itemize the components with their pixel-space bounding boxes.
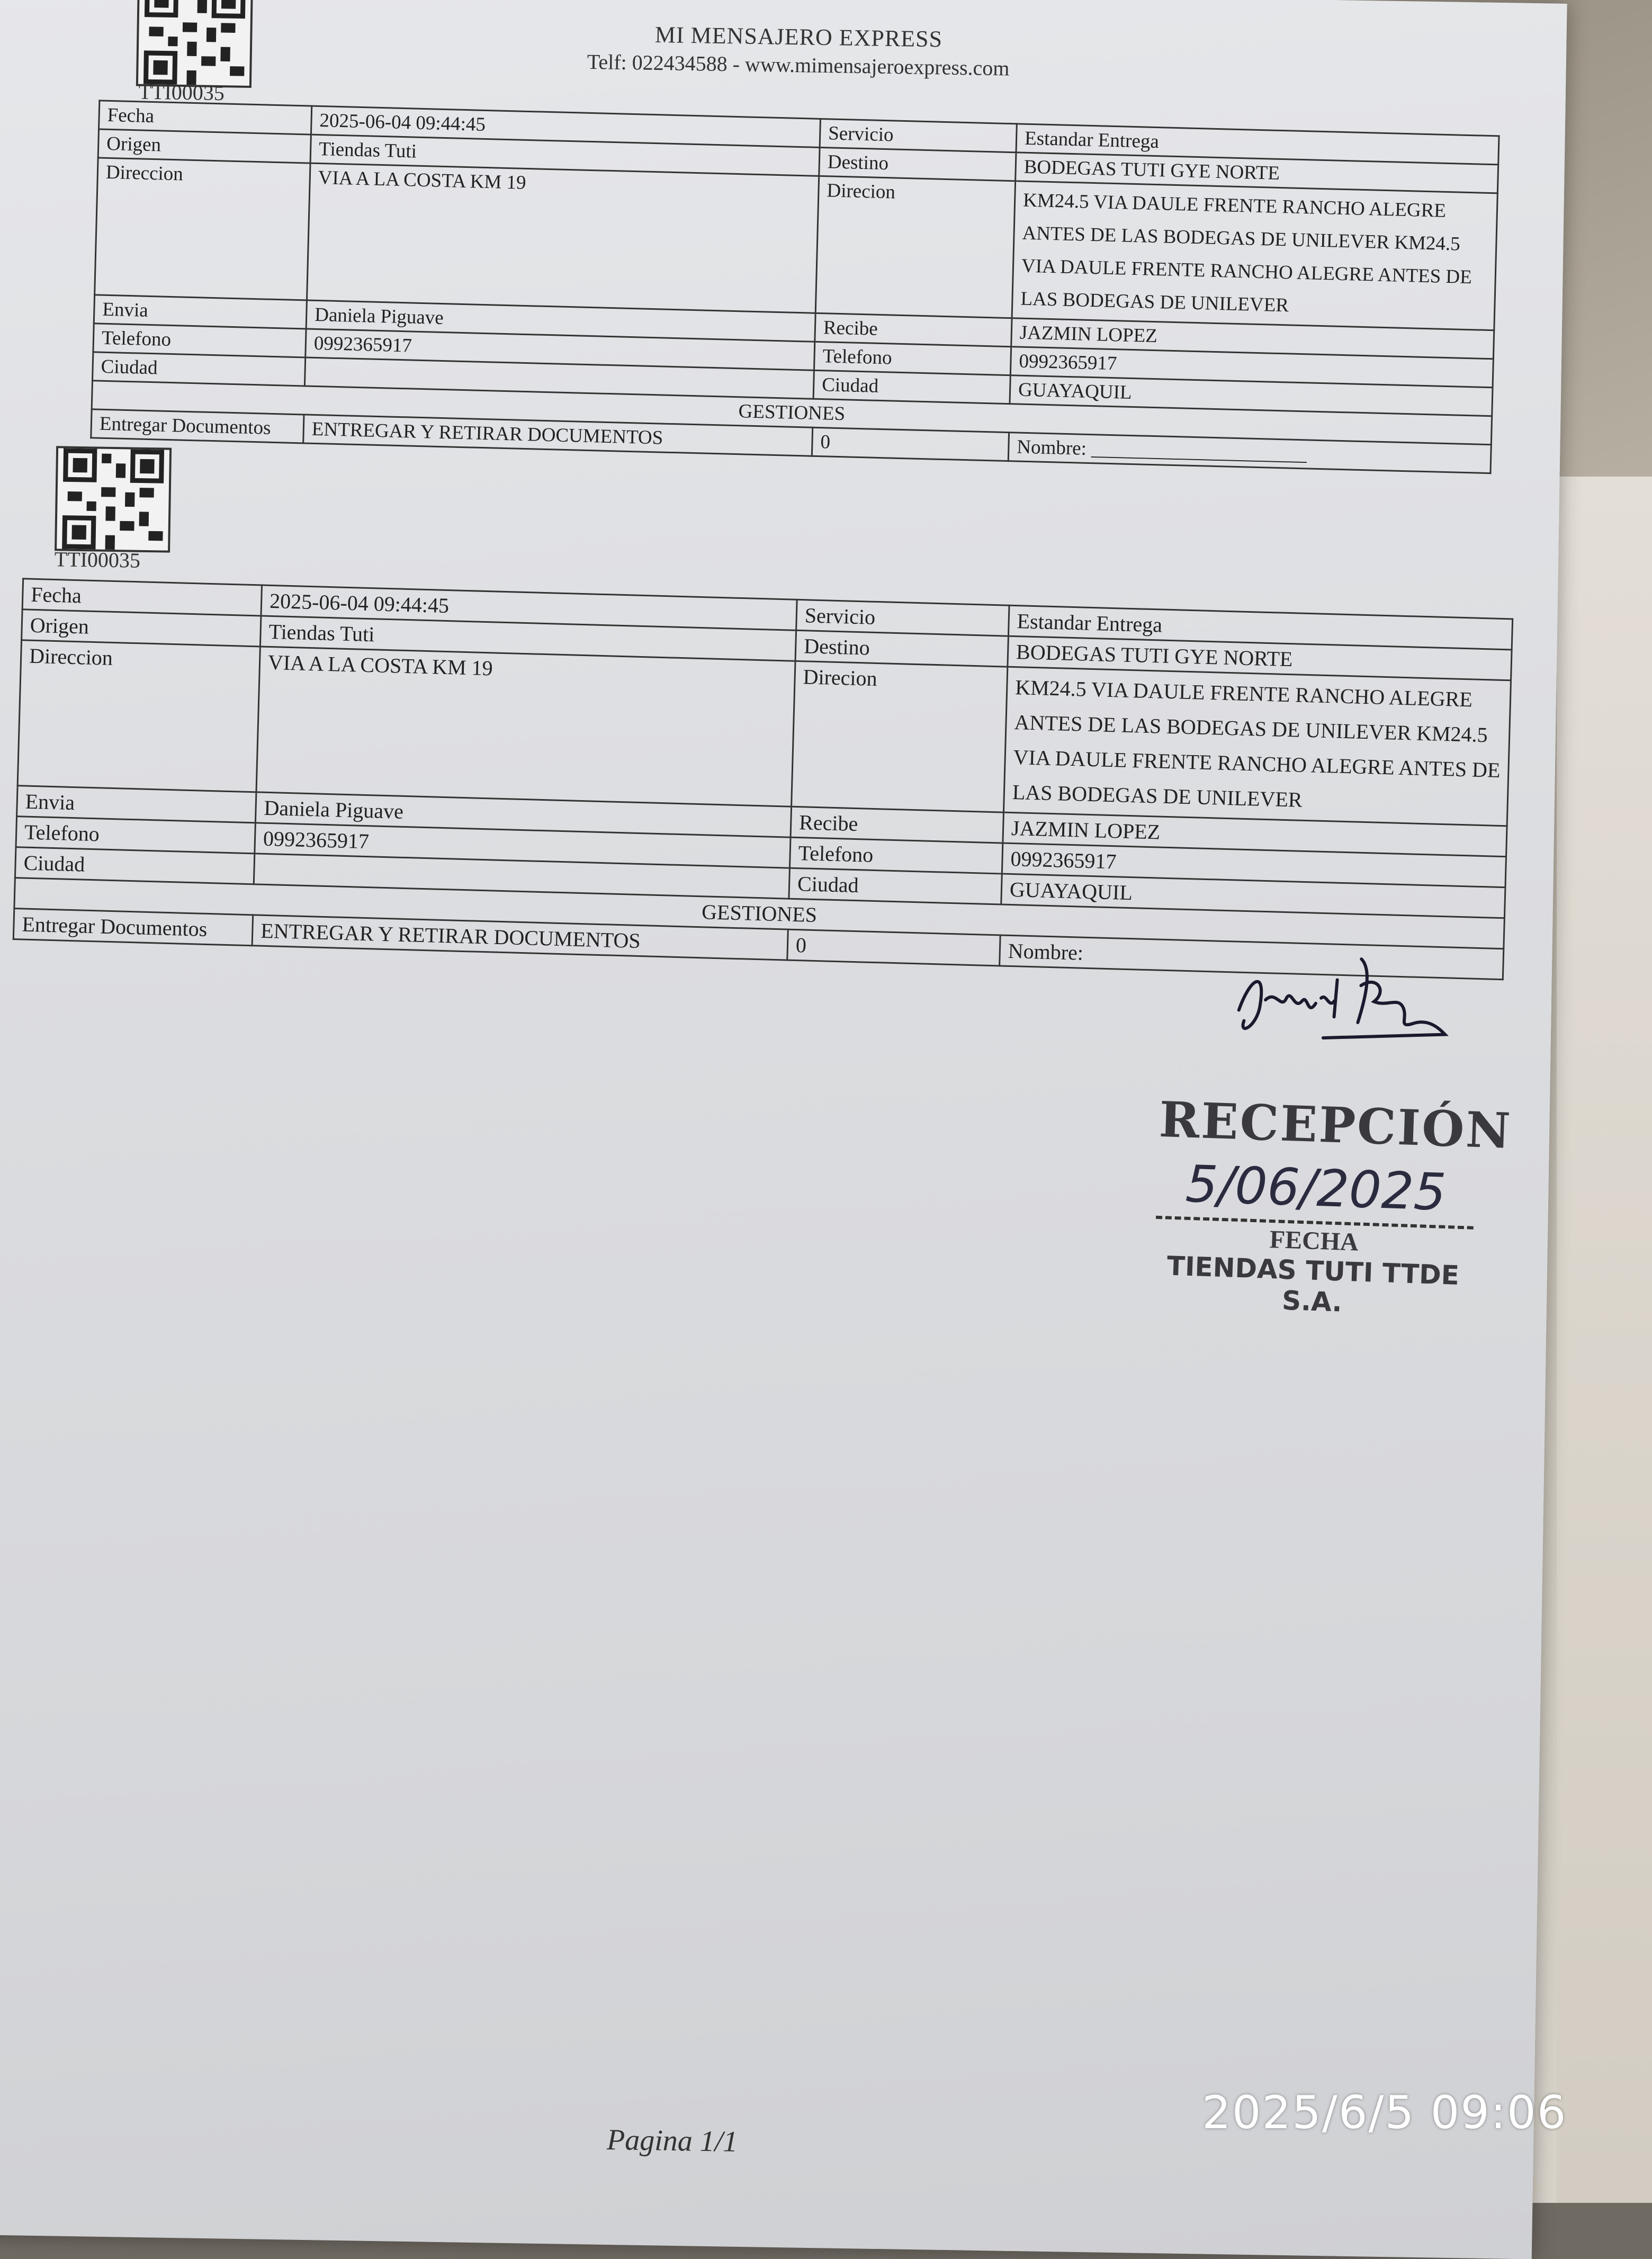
envia-value: Daniela Piguave	[306, 300, 815, 342]
qr-code-icon	[55, 446, 172, 552]
background-tile	[1557, 477, 1652, 2203]
ciudad-recibe-label: Ciudad	[789, 868, 1002, 904]
nombre-label: Nombre:	[1008, 938, 1084, 965]
gestiones-header: GESTIONES	[92, 381, 1492, 445]
telefono-recibe-label: Telefono	[789, 837, 1002, 874]
page-number: Pagina 1/1	[606, 2123, 738, 2158]
destino-label: Destino	[795, 630, 1008, 667]
photo-timestamp: 2025/6/5 09:06	[1202, 2086, 1567, 2139]
gestion-cantidad: 0	[787, 929, 1000, 966]
stamp-date-label: FECHA	[1269, 1225, 1359, 1257]
direccion-label: Direccion	[17, 640, 260, 792]
destino-value: BODEGAS TUTI GYE NORTE	[1008, 636, 1512, 680]
destino-value: BODEGAS TUTI GYE NORTE	[1016, 153, 1498, 193]
origen-label: Origen	[22, 609, 261, 647]
ciudad-recibe-value: GUAYAQUIL	[1001, 874, 1505, 918]
tracking-number: TTI00035	[138, 79, 225, 105]
ciudad-recibe-value: GUAYAQUIL	[1010, 375, 1493, 416]
servicio-label: Servicio	[820, 119, 1017, 152]
servicio-value: Estandar Entrega	[1008, 605, 1512, 650]
stamp-handwritten-date: 5/06/2025	[1156, 1153, 1476, 1230]
direccion-value: VIA A LA COSTA KM 19	[256, 647, 795, 806]
handwritten-signature	[1228, 946, 1452, 1051]
origen-value: Tiendas Tuti	[260, 616, 796, 661]
gestion-tipo: Entregar Documentos	[13, 909, 253, 946]
shipping-slip-1	[90, 100, 1500, 474]
direcion-value: KM24.5 VIA DAULE FRENTE RANCHO ALEGRE ANTES DE LAS BODEGAS DE UNILEVER KM24.5 VIA DAULE FRENTE RANCHO ALEGRE ANTES DE LAS BODEGAS DE UNILEVER	[1003, 667, 1511, 826]
gestion-descripcion: ENTREGAR Y RETIRAR DOCUMENTOS	[252, 915, 788, 960]
gestion-tipo: Entregar Documentos	[91, 409, 304, 443]
origen-label: Origen	[98, 129, 311, 163]
envia-value: Daniela Piguave	[255, 792, 791, 837]
ciudad-label: Ciudad	[15, 847, 254, 884]
fecha-label: Fecha	[99, 101, 312, 135]
telefono-value: 0992365917	[255, 823, 791, 868]
direccion-value: VIA A LA COSTA KM 19	[307, 163, 819, 313]
destino-label: Destino	[819, 147, 1016, 181]
recibe-value: JAZMIN LOPEZ	[1003, 812, 1507, 857]
telefono-recibe-value: 0992365917	[1010, 347, 1493, 388]
qr-code-icon	[136, 0, 253, 88]
telefono-label: Telefono	[16, 817, 255, 854]
gestion-cantidad: 0	[812, 427, 1009, 461]
direcion-value: KM24.5 VIA DAULE FRENTE RANCHO ALEGRE ANTES DE LAS BODEGAS DE UNILEVER KM24.5 VIA DAULE FRENTE RANCHO ALEGRE ANTES DE LAS BODEGAS DE UNILEVER	[1012, 181, 1497, 330]
envia-label: Envia	[17, 786, 256, 823]
telefono-recibe-label: Telefono	[814, 342, 1011, 375]
telefono-recibe-value: 0992365917	[1002, 843, 1506, 888]
origen-value: Tiendas Tuti	[310, 135, 820, 176]
tracking-number: TTI00035	[54, 547, 141, 572]
direcion-label: Direcion	[792, 661, 1008, 812]
reception-stamp	[1153, 1090, 1513, 1322]
envia-label: Envia	[94, 295, 307, 329]
ciudad-recibe-label: Ciudad	[813, 370, 1010, 404]
servicio-label: Servicio	[796, 599, 1009, 636]
direcion-label: Direcion	[815, 176, 1015, 318]
servicio-value: Estandar Entrega	[1016, 124, 1499, 165]
shipping-slip-2	[13, 578, 1513, 980]
company-name: MI MENSAJERO EXPRESS	[654, 21, 943, 52]
nombre-field: Nombre: ______________________	[1008, 433, 1491, 473]
fecha-value: 2025-06-04 09:44:45	[311, 106, 820, 147]
document-header	[533, 19, 1063, 82]
telefono-value: 0992365917	[306, 329, 815, 370]
telefono-label: Telefono	[93, 324, 306, 357]
direccion-label: Direccion	[95, 158, 310, 300]
ciudad-label: Ciudad	[93, 352, 306, 386]
gestiones-header: GESTIONES	[14, 878, 1505, 949]
gestion-descripcion: ENTREGAR Y RETIRAR DOCUMENTOS	[303, 415, 813, 456]
recibe-label: Recibe	[791, 806, 1003, 843]
stamp-title: RECEPCIÓN	[1158, 1090, 1513, 1160]
nombre-label: Nombre:	[1016, 436, 1087, 460]
stamp-company: TIENDAS TUTI TTDE S.A.	[1166, 1250, 1460, 1318]
recibe-label: Recibe	[815, 313, 1012, 346]
recibe-value: JAZMIN LOPEZ	[1011, 318, 1494, 359]
fecha-value: 2025-06-04 09:44:45	[261, 585, 797, 630]
fecha-label: Fecha	[22, 579, 262, 616]
company-contact: Telf: 022434588 - www.mimensajeroexpress.com	[587, 49, 1010, 80]
